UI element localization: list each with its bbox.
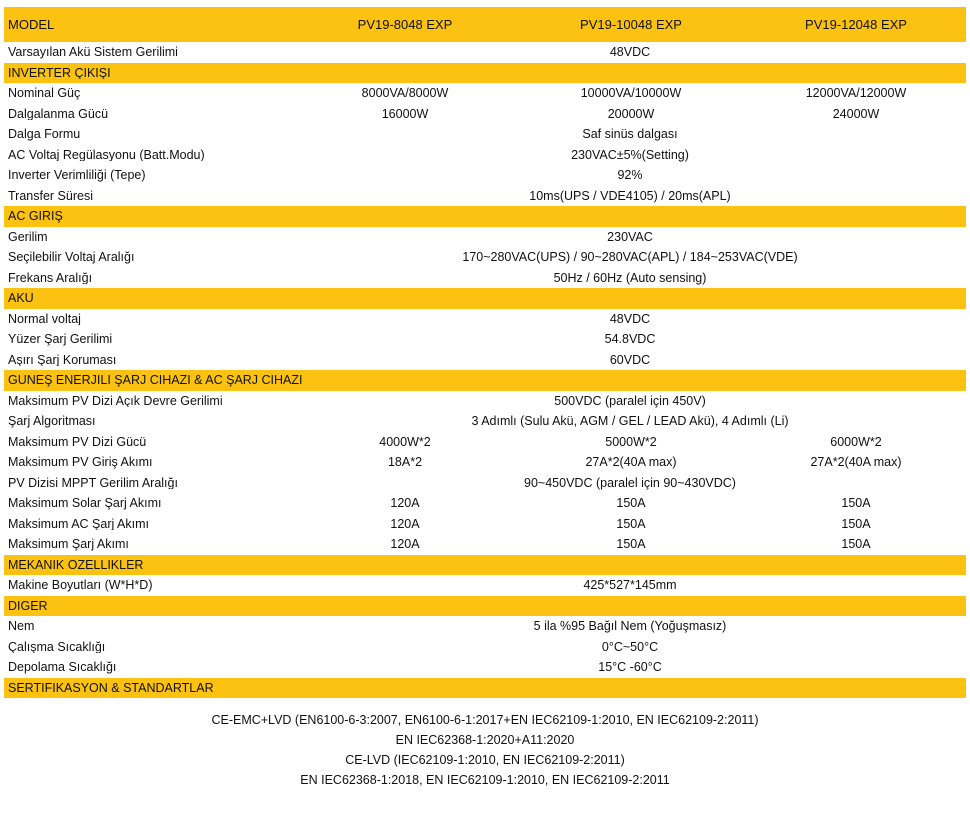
spec-label: Normal voltaj (8, 312, 81, 325)
table-row (4, 493, 966, 514)
spec-label: Transfer Süresi (8, 189, 93, 202)
section-header (4, 370, 966, 391)
spec-value: 425*527*145mm (583, 578, 677, 592)
spec-label: Depolama Sıcaklığı (8, 661, 117, 674)
spec-label: Varsayılan Akü Sistem Gerilimi (8, 46, 178, 59)
table-row (4, 104, 966, 125)
table-row (4, 616, 966, 637)
spec-label: Nominal Güç (8, 87, 81, 100)
table-row (4, 534, 966, 555)
section-header (4, 63, 966, 84)
certification-line: CE-EMC+LVD (EN6100-6-3:2007, EN6100-6-1:2017+EN IEC62109-1:2010, EN IEC62109-2:2011) (211, 713, 759, 727)
model-column-3: PV19-12048 EXP (805, 17, 907, 32)
spec-value: 92% (617, 168, 643, 182)
spec-label: Nem (8, 620, 35, 633)
table-row (4, 452, 966, 473)
spec-label: Dalga Formu (8, 128, 81, 141)
spec-label: Şarj Algoritması (8, 415, 96, 428)
spec-label: Seçilebilir Voltaj Aralığı (8, 251, 135, 264)
spec-value: 170~280VAC(UPS) / 90~280VAC(APL) / 184~253VAC(VDE) (462, 250, 798, 264)
section-title: DİĞER (8, 599, 48, 612)
section-title: GÜNEŞ ENERJİLİ ŞARJ CİHAZI & AC ŞARJ CİHAZI (8, 374, 303, 387)
spec-value: 60VDC (609, 352, 651, 367)
spec-value-model-1: 8000VA/8000W (361, 86, 449, 100)
spec-value-model-2: 150A (616, 516, 646, 531)
spec-label: Maksimum Şarj Akımı (8, 538, 129, 551)
section-header (4, 288, 966, 309)
spec-label: Çalışma Sıcaklığı (8, 640, 106, 653)
spec-label: Maksimum AC Şarj Akımı (8, 517, 149, 530)
spec-value-model-3: 150A (841, 537, 871, 551)
table-header (4, 7, 966, 42)
spec-label: Yüzer Şarj Gerilimi (8, 333, 113, 346)
spec-value-model-3: 27A*2(40A max) (810, 455, 902, 469)
spec-value: 5 ila %95 Bağıl Nem (Yoğuşmasız) (533, 619, 727, 633)
section-header (4, 678, 966, 699)
table-row (4, 309, 966, 330)
spec-label: AC Voltaj Regülasyonu (Batt.Modu) (8, 148, 205, 161)
table-row (4, 145, 966, 166)
certification-line: EN IEC62368-1:2018, EN IEC62109-1:2010, EN IEC62109-2:2011 (300, 773, 670, 787)
table-row (4, 350, 966, 371)
table-row (4, 186, 966, 207)
spec-value-model-2: 10000VA/10000W (580, 86, 682, 100)
spec-table (4, 7, 966, 698)
spec-value: Saf sinüs dalgası (582, 127, 678, 141)
spec-value: 230VAC (607, 229, 653, 244)
spec-value: 230VAC±5%(Setting) (571, 147, 689, 162)
spec-value: 3 Adımlı (Sulu Akü, AGM / GEL / LEAD Akü), 4 Adımlı (Li) (471, 414, 789, 428)
section-title: SERTİFİKASYON & STANDARTLAR (8, 681, 214, 694)
section-title: MEKANİK ÖZELLİKLER (8, 558, 144, 571)
table-row (4, 83, 966, 104)
table-row (4, 473, 966, 494)
spec-label: Maksimum PV Dizi Açık Devre Gerilimi (8, 394, 223, 407)
spec-value-model-2: 150A (616, 537, 646, 551)
spec-label: Makine Boyutları (W*H*D) (8, 579, 153, 592)
spec-value-model-1: 120A (390, 496, 420, 510)
table-row (4, 657, 966, 678)
spec-label: Maksimum PV Giriş Akımı (8, 456, 153, 469)
model-column-2: PV19-10048 EXP (580, 17, 682, 32)
section-header (4, 596, 966, 617)
spec-value: 48VDC (609, 311, 651, 326)
section-title: AKÜ (8, 292, 34, 305)
spec-value: 0°C~50°C (601, 639, 659, 654)
table-body (4, 42, 966, 698)
spec-value-model-3: 24000W (832, 106, 880, 121)
spec-label: Maksimum Solar Şarj Akımı (8, 497, 162, 510)
spec-value: 500VDC (paralel için 450V) (554, 393, 706, 408)
certification-line: EN IEC62368-1:2020+A11:2020 (395, 733, 575, 747)
spec-value-model-3: 150A (841, 496, 871, 510)
table-row (4, 411, 966, 432)
table-row (4, 124, 966, 145)
table-row (4, 247, 966, 268)
spec-value-model-1: 4000W*2 (379, 434, 431, 449)
spec-label: Aşırı Şarj Koruması (8, 353, 117, 366)
spec-value-model-2: 150A (616, 496, 646, 510)
table-row (4, 227, 966, 248)
spec-value-model-2: 27A*2(40A max) (585, 455, 677, 469)
table-row (4, 637, 966, 658)
spec-value-model-3: 6000W*2 (830, 434, 882, 449)
table-row (4, 514, 966, 535)
spec-label: Dalgalanma Gücü (8, 107, 109, 120)
spec-value-model-2: 20000W (607, 106, 655, 121)
spec-value-model-1: 120A (390, 537, 420, 551)
spec-value-model-1: 18A*2 (387, 455, 423, 469)
spec-value: 50Hz / 60Hz (Auto sensing) (553, 270, 707, 285)
spec-label: İnverter Verimliliği (Tepe) (8, 169, 146, 182)
spec-value-model-3: 12000VA/12000W (805, 86, 907, 100)
spec-value: 15°C -60°C (598, 660, 662, 674)
spec-value: 54.8VDC (604, 332, 656, 346)
certification-line: CE-LVD (IEC62109-1:2010, EN IEC62109-2:2011) (345, 753, 625, 767)
table-row (4, 391, 966, 412)
spec-label: Maksimum PV Dizi Gücü (8, 435, 147, 448)
spec-label: PV Dizisi MPPT Gerilim Aralığı (8, 476, 178, 489)
model-column-1: PV19-8048 EXP (357, 17, 453, 32)
table-row (4, 268, 966, 289)
spec-value: 10ms(UPS / VDE4105) / 20ms(APL) (529, 188, 731, 203)
spec-value-model-1: 120A (390, 516, 420, 531)
spec-value: 48VDC (609, 45, 651, 59)
spec-label: Frekans Aralığı (8, 271, 93, 284)
section-title: İNVERTER ÇIKIŞI (8, 66, 111, 79)
spec-label: Gerilim (8, 230, 48, 243)
section-header (4, 206, 966, 227)
table-row (4, 329, 966, 350)
table-row (4, 42, 966, 63)
table-row (4, 575, 966, 596)
spec-value-model-3: 150A (841, 516, 871, 531)
spec-value-model-2: 5000W*2 (605, 434, 657, 449)
certifications-list (0, 710, 970, 790)
spec-value-model-1: 16000W (381, 106, 429, 121)
section-header (4, 555, 966, 576)
model-header-label: MODEL (8, 18, 55, 31)
table-row (4, 165, 966, 186)
table-row (4, 432, 966, 453)
section-title: AC GİRİŞ (8, 210, 63, 223)
spec-value: 90~450VDC (paralel için 90~430VDC) (524, 475, 736, 490)
